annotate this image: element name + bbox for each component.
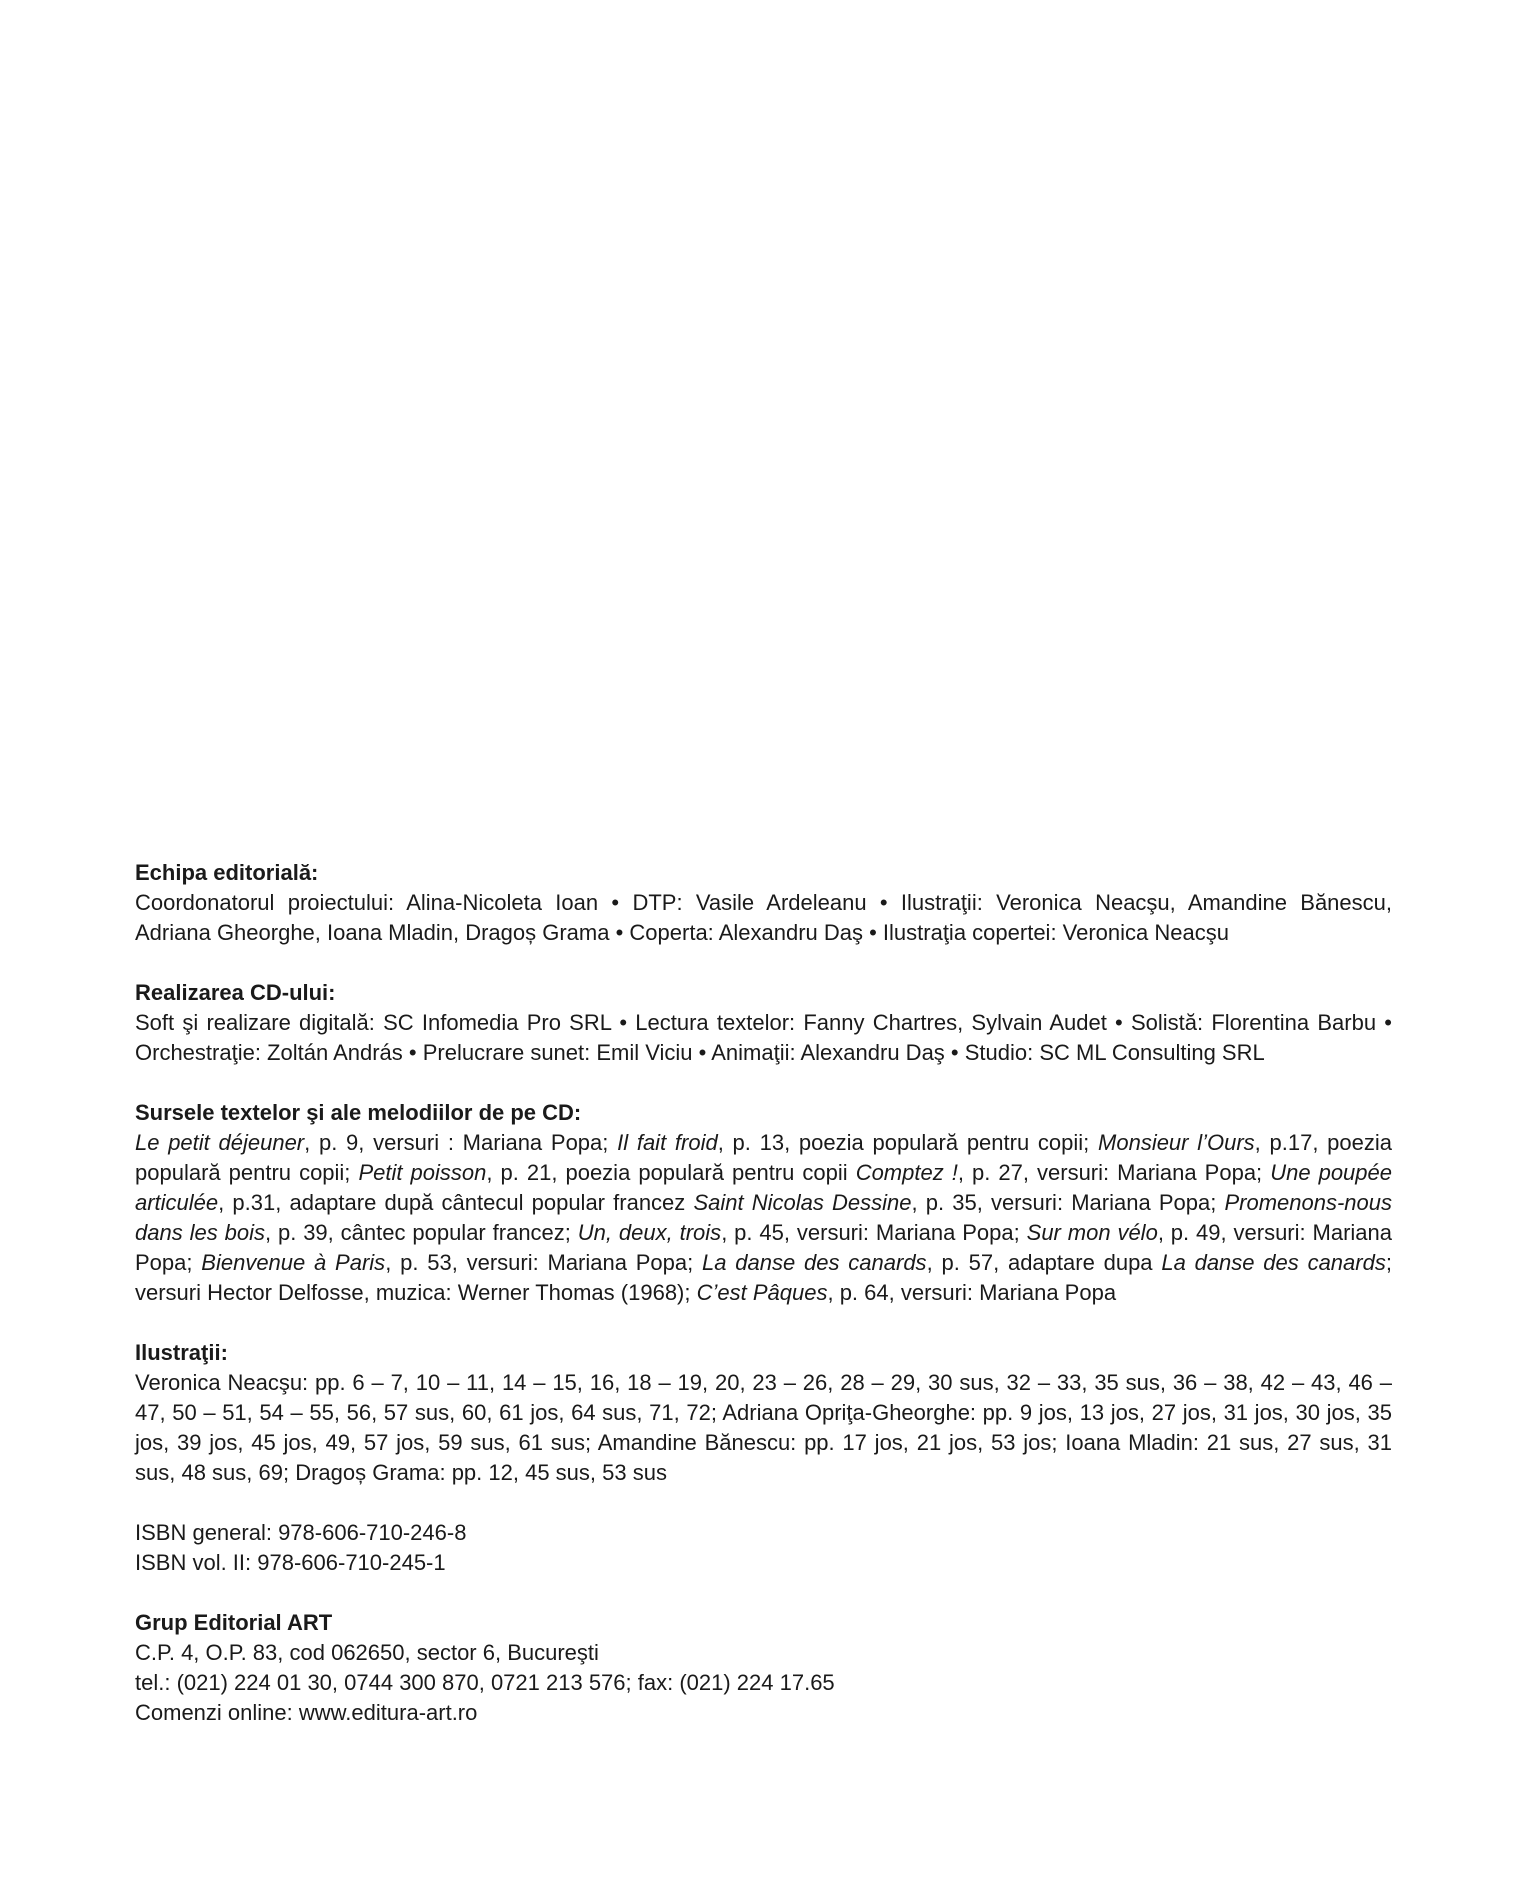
source-details: , p. 21, poezia populară pentru copii: [486, 1160, 856, 1185]
source-details: , p. 9, versuri : Mariana Popa;: [304, 1130, 618, 1155]
publisher-online-orders: Comenzi online: www.editura-art.ro: [135, 1700, 478, 1725]
source-title: La danse des canards: [702, 1250, 927, 1275]
source-title: C’est Pâques: [696, 1280, 828, 1305]
cd-production-heading: Realizarea CD-ului:: [135, 980, 336, 1005]
source-title: Le petit déjeuner: [135, 1130, 305, 1155]
source-title: Promenons-nous dans les bois: [135, 1190, 1392, 1245]
source-title: Saint Nicolas Dessine: [693, 1190, 912, 1215]
source-details: , p. 27, versuri: Mariana Popa;: [957, 1160, 1271, 1185]
source-title: Petit poisson: [358, 1160, 487, 1185]
cd-production-line: Soft şi realizare digitală: SC Infomedia Pro SRL • Lectura textelor: Fanny Chartres, Sylvain Audet • Solistă: Florentina Barbu •: [135, 1010, 1392, 1035]
editorial-team-heading: Echipa editorială:: [135, 860, 319, 885]
publisher-name: Grup Editorial ART: [135, 1610, 333, 1635]
source-title: Comptez !: [855, 1160, 958, 1185]
publisher-address: C.P. 4, O.P. 83, cod 062650, sector 6, Bucureşti: [135, 1640, 599, 1665]
editorial-team-line: Adriana Gheorghe, Ioana Mladin, Dragoș Grama • Coperta: Alexandru Daş • Ilustraţia copertei: Veronica Neacşu: [135, 920, 1229, 945]
source-details: , p.31, adaptare după cântecul popular francez: [218, 1190, 694, 1215]
editorial-team-line: Coordonatorul proiectului: Alina-Nicoleta Ioan • DTP: Vasile Ardeleanu • Ilustraţii: Veronica Neacşu, Amandine Bănescu,: [135, 890, 1392, 915]
source-title: La danse des canards: [1161, 1250, 1386, 1275]
source-details: , p. 35, versuri: Mariana Popa;: [911, 1190, 1225, 1215]
source-details: ; versuri Hector Delfosse, muzica: Werner Thomas (1968);: [135, 1250, 1392, 1305]
isbn-general: ISBN general: 978-606-710-246-8: [135, 1520, 467, 1545]
source-details: , p. 57, adaptare dupa: [926, 1250, 1162, 1275]
source-title: Une poupée articulée: [135, 1160, 1393, 1215]
illustrations-paragraph: Veronica Neacşu: pp. 6 – 7, 10 – 11, 14 – 15, 16, 18 – 19, 20, 23 – 26, 28 – 29, 30 sus, 32 – 33, 35 sus, 36 – 38, 42 – 43, 46 – 47, 50 – 51, 54 – 55, 56, 57 sus, 60, 61 jos, 64 sus, 71, 72; Adriana Opriţa-Gheorghe: pp. 9 jos, 13 jos, 27 jos, 31 jos, 30 jos, 35 jos, 39 jos, 45 jos, 49, 57 jos, 59 sus, 61 sus; Amandine Bănescu: pp. 17 jos, 21 jos, 53 jos; Ioana Mladin: 21 sus, 27 sus, 31 sus, 48 sus, 69; Dragoș Grama: pp. 12, 45 sus, 53 sus: [135, 1370, 1392, 1485]
source-details: , p.17, poezia populară pentru copii;: [135, 1130, 1392, 1185]
sources-heading: Sursele textelor şi ale melodiilor de pe CD:: [135, 1100, 582, 1125]
publisher-section: [135, 1608, 1392, 1728]
sources-section: [135, 1098, 1392, 1308]
illustrations-section: [135, 1338, 1392, 1488]
source-title: Bienvenue à Paris: [201, 1250, 386, 1275]
source-details: , p. 13, poezia populară pentru copii;: [717, 1130, 1099, 1155]
source-title: Sur mon vélo: [1026, 1220, 1158, 1245]
isbn-volume: ISBN vol. II: 978-606-710-245-1: [135, 1550, 446, 1575]
sources-paragraph: [135, 1128, 1392, 1308]
source-details: , p. 64, versuri: Mariana Popa: [827, 1280, 1117, 1305]
source-title: Il fait froid: [617, 1130, 718, 1155]
cd-production-section: [135, 978, 1392, 1068]
imprint-page: [135, 858, 1392, 1758]
source-details: , p. 49, versuri: Mariana Popa;: [135, 1220, 1392, 1275]
source-details: , p. 53, versuri: Mariana Popa;: [385, 1250, 703, 1275]
editorial-team-section: [135, 858, 1392, 948]
publisher-phone: tel.: (021) 224 01 30, 0744 300 870, 0721 213 576; fax: (021) 224 17.65: [135, 1670, 835, 1695]
illustrations-heading: Ilustraţii:: [135, 1340, 228, 1365]
source-title: Un, deux, trois: [577, 1220, 722, 1245]
cd-production-line: Orchestraţie: Zoltán András • Prelucrare sunet: Emil Viciu • Animaţii: Alexandru Daş • Studio: SC ML Consulting SRL: [135, 1040, 1265, 1065]
source-details: , p. 39, cântec popular francez;: [264, 1220, 578, 1245]
source-details: , p. 45, versuri: Mariana Popa;: [721, 1220, 1027, 1245]
isbn-section: [135, 1518, 1392, 1578]
source-title: Monsieur l’Ours: [1098, 1130, 1255, 1155]
